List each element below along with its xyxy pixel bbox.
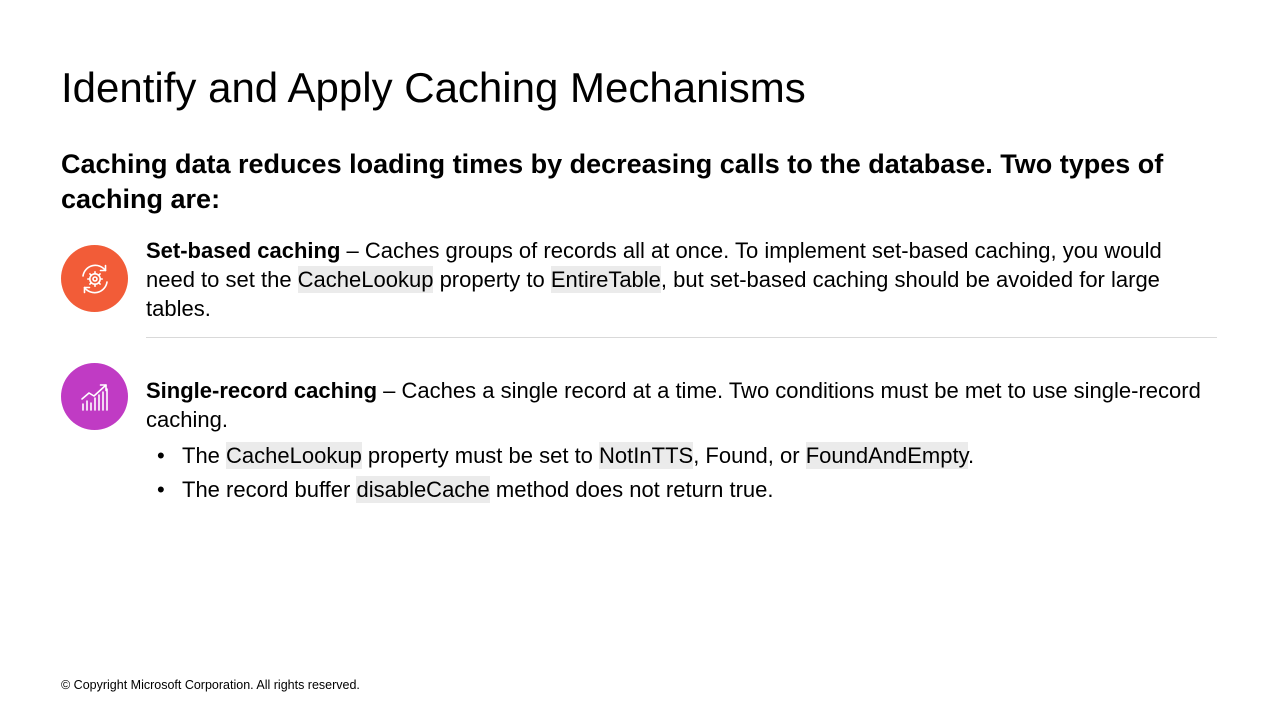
- description-text: – Caches a single record at a time. Two conditions must be met to use single-record caching.: [146, 378, 1201, 432]
- copyright-footer: © Copyright Microsoft Corporation. All rights reserved.: [61, 678, 360, 692]
- code-entiretable: EntireTable: [550, 267, 661, 292]
- bullet-text: method does not return true.: [489, 477, 774, 502]
- code-disablecache: disableCache: [356, 477, 490, 502]
- bullet-text: property must be set to: [361, 443, 600, 468]
- code-cachelookup: CacheLookup: [297, 267, 434, 292]
- code-foundandempty: FoundAndEmpty: [805, 443, 968, 468]
- code-cachelookup: CacheLookup: [226, 443, 362, 468]
- set-based-caching-label: Set-based caching: [146, 238, 341, 263]
- single-record-caching-description: [146, 376, 1216, 434]
- slide-subtitle: Caching data reduces loading times by decreasing calls to the database. Two types of caching are:: [61, 149, 1164, 214]
- slide-title: Identify and Apply Caching Mechanisms: [61, 64, 806, 111]
- bullet-text: , Found, or: [693, 443, 806, 468]
- single-record-caching-label: Single-record caching: [146, 378, 378, 403]
- description-text: property to: [433, 267, 551, 292]
- bullet-marker: •: [157, 477, 165, 502]
- growth-chart-icon: [61, 363, 128, 430]
- bullet-text: The record buffer: [182, 477, 357, 502]
- conditions-list: [146, 439, 1216, 507]
- set-based-caching-description: [146, 236, 1216, 323]
- section-divider: [146, 337, 1217, 338]
- bullet-text: .: [967, 443, 975, 468]
- description-text: , but set-based caching should be avoided for large tables.: [146, 267, 1160, 321]
- list-item: [146, 473, 1216, 507]
- bullet-text: The: [182, 443, 227, 468]
- bullet-marker: •: [157, 443, 165, 468]
- code-notintts: NotInTTS: [599, 443, 694, 468]
- sync-gear-icon: [61, 245, 128, 312]
- list-item: [146, 439, 1216, 473]
- description-text: – Caches groups of records all at once. To implement set-based caching, you would need to set the: [146, 238, 1162, 292]
